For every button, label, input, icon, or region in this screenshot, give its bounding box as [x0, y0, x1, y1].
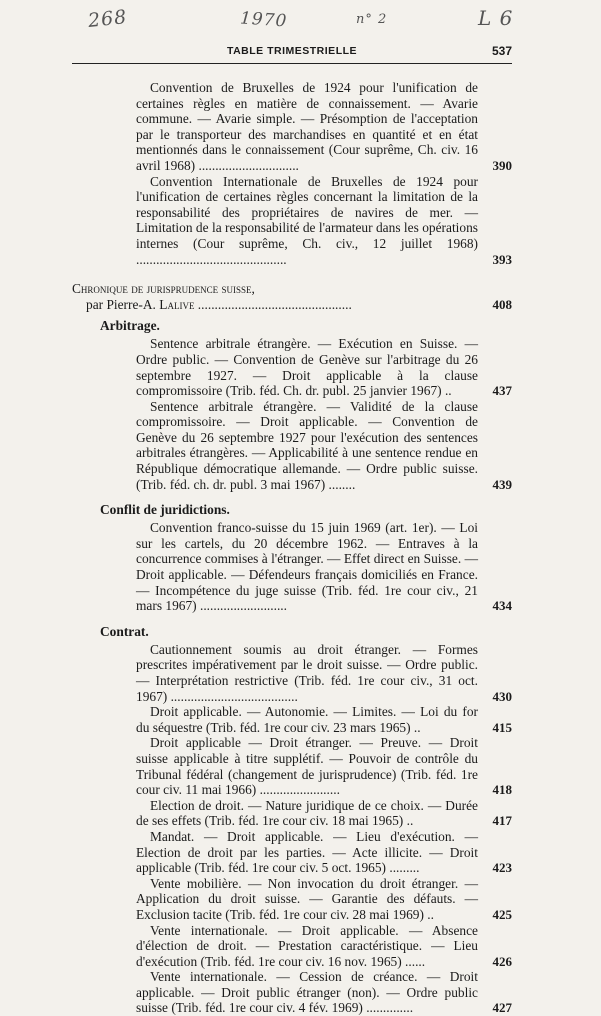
entry-text: Convention de Bruxelles de 1924 pour l'unification de certaines règles en matière de connaissement. — Avarie commune. — Avarie simple. — Présomption de l'acceptation par le transporteur des marchandises en quantité et en état mentionnés dans le connaissement (Cour suprême, Ch. civ. 16 avril 1968) ..............................: [136, 80, 478, 173]
entry-text: Election de droit. — Nature juridique de ce choix. — Durée de ses effets (Trib. féd. 1re cour civ. 18 mai 1965) ..: [136, 797, 478, 829]
section-heading: Conflit de juridictions.: [100, 502, 230, 518]
entry-text: Mandat. — Droit applicable. — Lieu d'exécution. — Election de droit par les parties. — Acte illicite. — Droit applicable (Trib. féd. 1re cour civ. 5 oct. 1965) .........: [136, 828, 478, 876]
index-entry: [72, 520, 512, 614]
entry-page: 427: [492, 1000, 512, 1016]
entry-page: 415: [492, 719, 512, 735]
index-entry: [72, 336, 512, 398]
entry-page: 437: [492, 383, 512, 399]
entry-text: Sentence arbitrale étrangère. — Exécution en Suisse. — Ordre public. — Convention de Genève sur l'arbitrage du 26 septembre 1927. — Droit applicable à la clause compromissoire (Trib. féd. Ch. dr. publ. 25 janvier 1967) ..: [136, 336, 478, 399]
entry-page: 408: [492, 296, 512, 312]
page-number: 537: [491, 44, 512, 58]
entry-text: Droit applicable — Droit étranger. — Preuve. — Droit suisse applicable à titre supplétif. — Pouvoir de contrôle du Tribunal fédéral (changement de jurisprudence) (Trib. féd. 1re cour civ. 11 mai 1966) ........................: [136, 735, 478, 798]
index-entry: [72, 923, 512, 970]
section-heading: Arbitrage.: [100, 318, 160, 334]
index-entry: [72, 969, 512, 1016]
chronique-title: Chronique de jurisprudence suisse,: [72, 281, 255, 297]
entry-page: 390: [492, 157, 512, 173]
entry-page: 430: [492, 688, 512, 704]
chronique-author: Lalive: [159, 296, 195, 312]
chronique-author-prefix: par Pierre-A.: [86, 296, 156, 312]
entry-text: Vente mobilière. — Non invocation du droit étranger. — Application du droit suisse. — Garantie des défauts. — Exclusion tacite (Trib. féd. 1re cour civ. 28 mai 1969) ..: [136, 875, 478, 922]
entry-page: 426: [492, 953, 512, 969]
entry-text: Sentence arbitrale étrangère. — Validité de la clause compromissoire. — Droit applicable. — Convention de Genève du 26 septembre 1927 pour l'exécution des sentences arbitrales étrangères. — Applicabilité à une sentence rendue en République démocratique allemande. — Ordre public suisse. (Trib. féd. ch. dr. publ. 3 mai 1967) ........: [136, 398, 478, 492]
entry-page: 423: [492, 860, 512, 876]
index-entry: [72, 829, 512, 876]
handwritten-note: 268: [86, 6, 129, 32]
chronique-entry: [72, 281, 512, 312]
header-rule: [72, 63, 512, 64]
index-entry: [72, 876, 512, 923]
handwritten-note: 1970: [239, 8, 288, 32]
entry-page: 425: [492, 906, 512, 922]
entry-text: Droit applicable. — Autonomie. — Limites. — Loi du for du séquestre (Trib. féd. 1re cour civ. 23 mars 1965) ..: [136, 704, 478, 735]
entry-text: Cautionnement soumis au droit étranger. — Formes prescrites impérativement par le droit suisse. — Ordre public. — Interprétation restrictive (Trib. féd. 1re cour civ., 31 oct. 1967) ......................................: [136, 641, 478, 704]
entry-text: Vente internationale. — Cession de créance. — Droit applicable. — Droit public étranger (non). — Ordre public suisse (Trib. féd. 1re cour civ. 4 fév. 1969) ..............: [136, 969, 478, 1016]
section-heading: Contrat.: [100, 623, 149, 639]
index-entry: [72, 704, 512, 735]
chronique-dots: ..............................................: [197, 296, 352, 312]
page-title: TABLE TRIMESTRIELLE: [226, 45, 358, 57]
entry-text: Convention franco-suisse du 15 juin 1969 (art. 1er). — Loi sur les cartels, du 20 décembre 1962. — Entraves à la concurrence commises à l'étranger. — Effet direct en Suisse. — Droit applicable. — Défendeurs français domiciliés en France. — Incompétence du juge suisse (Trib. féd. 1re cour civ., 21 mars 1967) ..........................: [136, 520, 478, 614]
entry-text: Vente internationale. — Droit applicable. — Absence d'élection de droit. — Prestation caractéristique. — Lieu d'exécution (Trib. féd. 1re cour civ. 16 nov. 1965) ......: [136, 922, 478, 969]
entry-text: Convention Internationale de Bruxelles de 1924 pour l'unification de certaines règles concernant la limitation de la responsabilité des propriétaires de navires de mer. — Limitation de la responsabilité de l'armateur dans les opérations internes (Cour suprême, Ch. civ., 12 juillet 1968) .............................................: [136, 173, 478, 267]
entry-page: 393: [492, 251, 512, 267]
handwritten-note: L 6: [478, 6, 514, 30]
index-entry: [72, 174, 512, 268]
index-entry: [72, 735, 512, 797]
entry-page: 439: [492, 476, 512, 492]
index-content: [72, 80, 512, 1016]
entry-page: 417: [492, 813, 512, 829]
entry-page: 434: [492, 598, 512, 614]
handwritten-note: n° 2: [356, 12, 388, 27]
index-entry: [72, 642, 512, 704]
index-entry: [72, 80, 512, 174]
index-entry: [72, 798, 512, 829]
entry-page: 418: [492, 782, 512, 798]
chronique-text: [72, 281, 478, 312]
index-entry: [72, 399, 512, 493]
running-head: [72, 45, 512, 61]
